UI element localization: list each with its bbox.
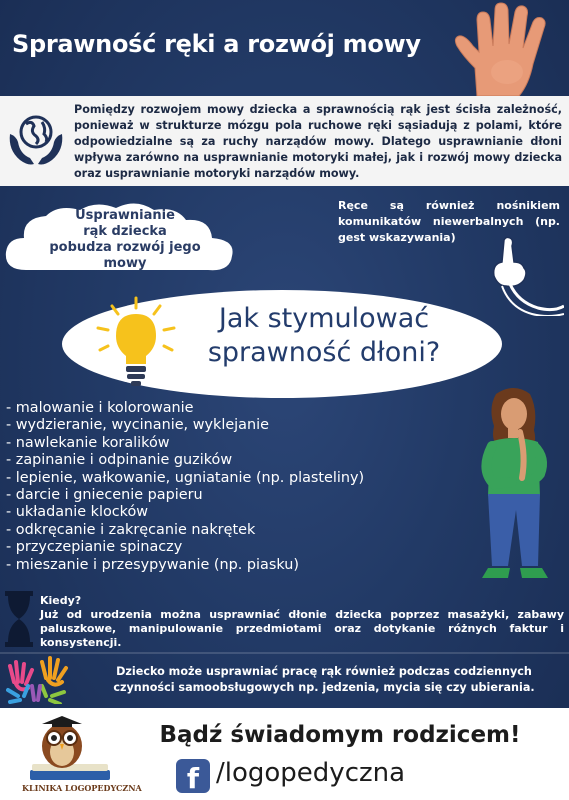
question-line-2: sprawność dłoni? bbox=[207, 337, 441, 368]
slogan: Bądź świadomym rodzicem! bbox=[159, 722, 521, 748]
question-heading bbox=[184, 302, 464, 370]
list-item: - nawlekanie koralików bbox=[6, 434, 170, 451]
intro-band bbox=[0, 96, 569, 186]
daily-text: Dziecko może usprawniać pracę rąk również podczas codziennych czynności samoobsługowych np. jedzenia, mycia się czy ubierania. bbox=[113, 665, 535, 694]
list-item: - zapinanie i odpinanie guzików bbox=[6, 452, 233, 469]
hand-icon bbox=[449, 2, 561, 96]
list-item: - odkręcanie i zakręcanie nakrętek bbox=[6, 521, 256, 538]
list-item: - wydzieranie, wycinanie, wyklejanie bbox=[6, 417, 269, 434]
owl-logo-icon bbox=[22, 716, 120, 782]
divider bbox=[0, 652, 569, 654]
cloud-text bbox=[30, 208, 220, 272]
lightbulb-icon bbox=[94, 294, 178, 390]
globe-hands-icon bbox=[6, 110, 66, 168]
list-item: - przyczepianie spinaczy bbox=[6, 539, 183, 556]
list-item: - mieszanie i przesypywanie (np. piasku) bbox=[6, 556, 299, 573]
girl-thinking-icon bbox=[464, 386, 564, 582]
hourglass-icon bbox=[4, 590, 34, 648]
list-item: - darcie i gniecenie papieru bbox=[6, 487, 203, 504]
when-text: Już od urodzenia można usprawniać dłonie dziecka poprzez masażyki, zabawy paluszkowe, manipulowanie przedmiotami oraz dotykanie różnych faktur i konsystencji. bbox=[40, 608, 564, 649]
activity-list bbox=[6, 400, 466, 574]
when-heading: Kiedy? bbox=[40, 594, 82, 607]
clinic-name: KLINIKA LOGOPEDYCZNA bbox=[22, 783, 142, 793]
facebook-handle-link[interactable]: /logopedyczna bbox=[216, 758, 406, 788]
page-title: Sprawność ręki a rozwój mowy bbox=[12, 30, 421, 58]
list-item: - układanie klocków bbox=[6, 504, 149, 521]
pointing-hand-icon bbox=[488, 236, 564, 316]
facebook-icon[interactable] bbox=[176, 759, 210, 793]
cloud-line-1: Usprawnianie bbox=[75, 208, 175, 223]
nonverbal-text: Ręce są również nośnikiem komunikatów niewerbalnych (np. gest wskazywania) bbox=[338, 199, 560, 244]
colorful-hands-icon bbox=[6, 656, 76, 704]
facebook-letter: f bbox=[186, 762, 200, 795]
list-item: - lepienie, wałkowanie, ugniatanie (np. plasteliny) bbox=[6, 469, 365, 486]
intro-text: Pomiędzy rozwojem mowy dziecka a sprawnością rąk jest ścisła zależność, ponieważ w strukturze mózgu pola ruchowe ręki sąsiadują z polami, które odpowiedzialne są za ruchy narządów mowy. Dlatego usprawnianie dłoni wpływa zarówno na usprawnianie motoryki małej, jak i rozwój mowy dziecka oraz usprawnianie motoryki narządów mowy. bbox=[74, 103, 562, 180]
cloud-line-2: rąk dziecka bbox=[83, 224, 167, 239]
list-item: - malowanie i kolorowanie bbox=[6, 400, 194, 416]
cloud-line-3: pobudza rozwój jego mowy bbox=[49, 240, 201, 271]
when-block bbox=[40, 594, 564, 650]
question-line-1: Jak stymulować bbox=[218, 303, 430, 334]
